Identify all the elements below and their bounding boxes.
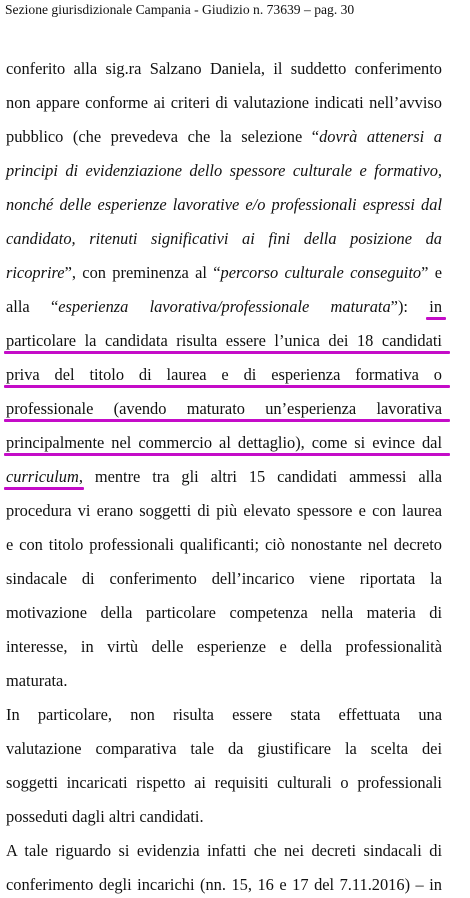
text-line [6,125,442,149]
page-header: Sezione giurisdizionale Campania - Giudizio n. 73639 – pag. 30 [5,2,355,17]
text-line: procedura vi erano soggetti di più elevato spessore e con laurea [6,501,442,520]
text-line: In particolare, non risulta essere stata effettuata una [6,705,442,724]
emphasis-text: dovrà attenersi a [319,127,442,146]
emphasis-text: ricoprire [6,263,65,282]
highlight-underline [4,487,84,490]
text-line [6,295,442,319]
text-line: conferito alla sig.ra Salzano Daniela, il suddetto conferimento [6,59,442,78]
text-line: posseduti dagli altri candidati. [6,807,204,826]
text-line [6,465,442,489]
text-segment: , mentre tra gli altri 15 candidati ammessi alla [78,467,442,486]
text-line: sindacale di conferimento dell’incarico viene riportata la [6,569,442,588]
emphasis-text: esperienza lavorativa/professionale maturata [58,297,391,316]
emphasis-text: candidato, ritenuti significativi ai fini della posizione da [6,229,442,248]
text-segment: alla “ [6,297,59,316]
text-line [6,227,442,251]
highlight-underline [4,385,450,388]
text-line: e con titolo professionali qualificanti; ciò nonostante nel decreto [6,535,442,554]
emphasis-text: percorso culturale conseguito [220,263,422,282]
text-line: principalmente nel commercio al dettaglio), come si evince dal [6,433,442,452]
text-line: priva del titolo di laurea e di esperienza formativa o [6,365,442,384]
text-segment: ” e [421,263,442,282]
text-line: professionale (avendo maturato un’esperienza lavorativa [6,399,442,418]
emphasis-text: nonché delle esperienze lavorative e/o professionali espressi dal [6,195,442,214]
text-line: non appare conforme ai criteri di valutazione indicati nell’avviso [6,93,442,112]
text-segment: pubblico (che prevedeva che la selezione “ [6,127,320,146]
highlight-underline [4,351,450,354]
text-line [6,193,442,217]
highlight-underline [4,419,450,422]
text-line: soggetti incaricati rispetto ai requisiti culturali o professionali [6,773,442,792]
highlighted-text: in [429,297,443,316]
emphasis-text: curriculum [6,467,79,486]
text-line: maturata. [6,671,68,690]
text-segment: ”, con preminenza al “ [64,263,221,282]
text-line: motivazione della particolare competenza nella materia di [6,603,442,622]
highlight-underline [4,453,450,456]
text-line: valutazione comparativa tale da giustificare la scelta dei [6,739,442,758]
text-line: particolare la candidata risulta essere l’unica dei 18 candidati [6,331,442,350]
text-line [6,159,442,183]
text-line: interesse, in virtù delle esperienze e della professionalità [6,637,442,656]
emphasis-text: principi di evidenziazione dello spessore culturale e formativo, [6,161,442,180]
text-segment: ”): [390,297,430,316]
highlight-underline [426,317,446,320]
text-line: conferimento degli incarichi (nn. 15, 16 e 17 del 7.11.2016) – in [6,875,442,894]
text-line [6,261,442,285]
text-line: A tale riguardo si evidenzia infatti che nei decreti sindacali di [6,841,442,860]
